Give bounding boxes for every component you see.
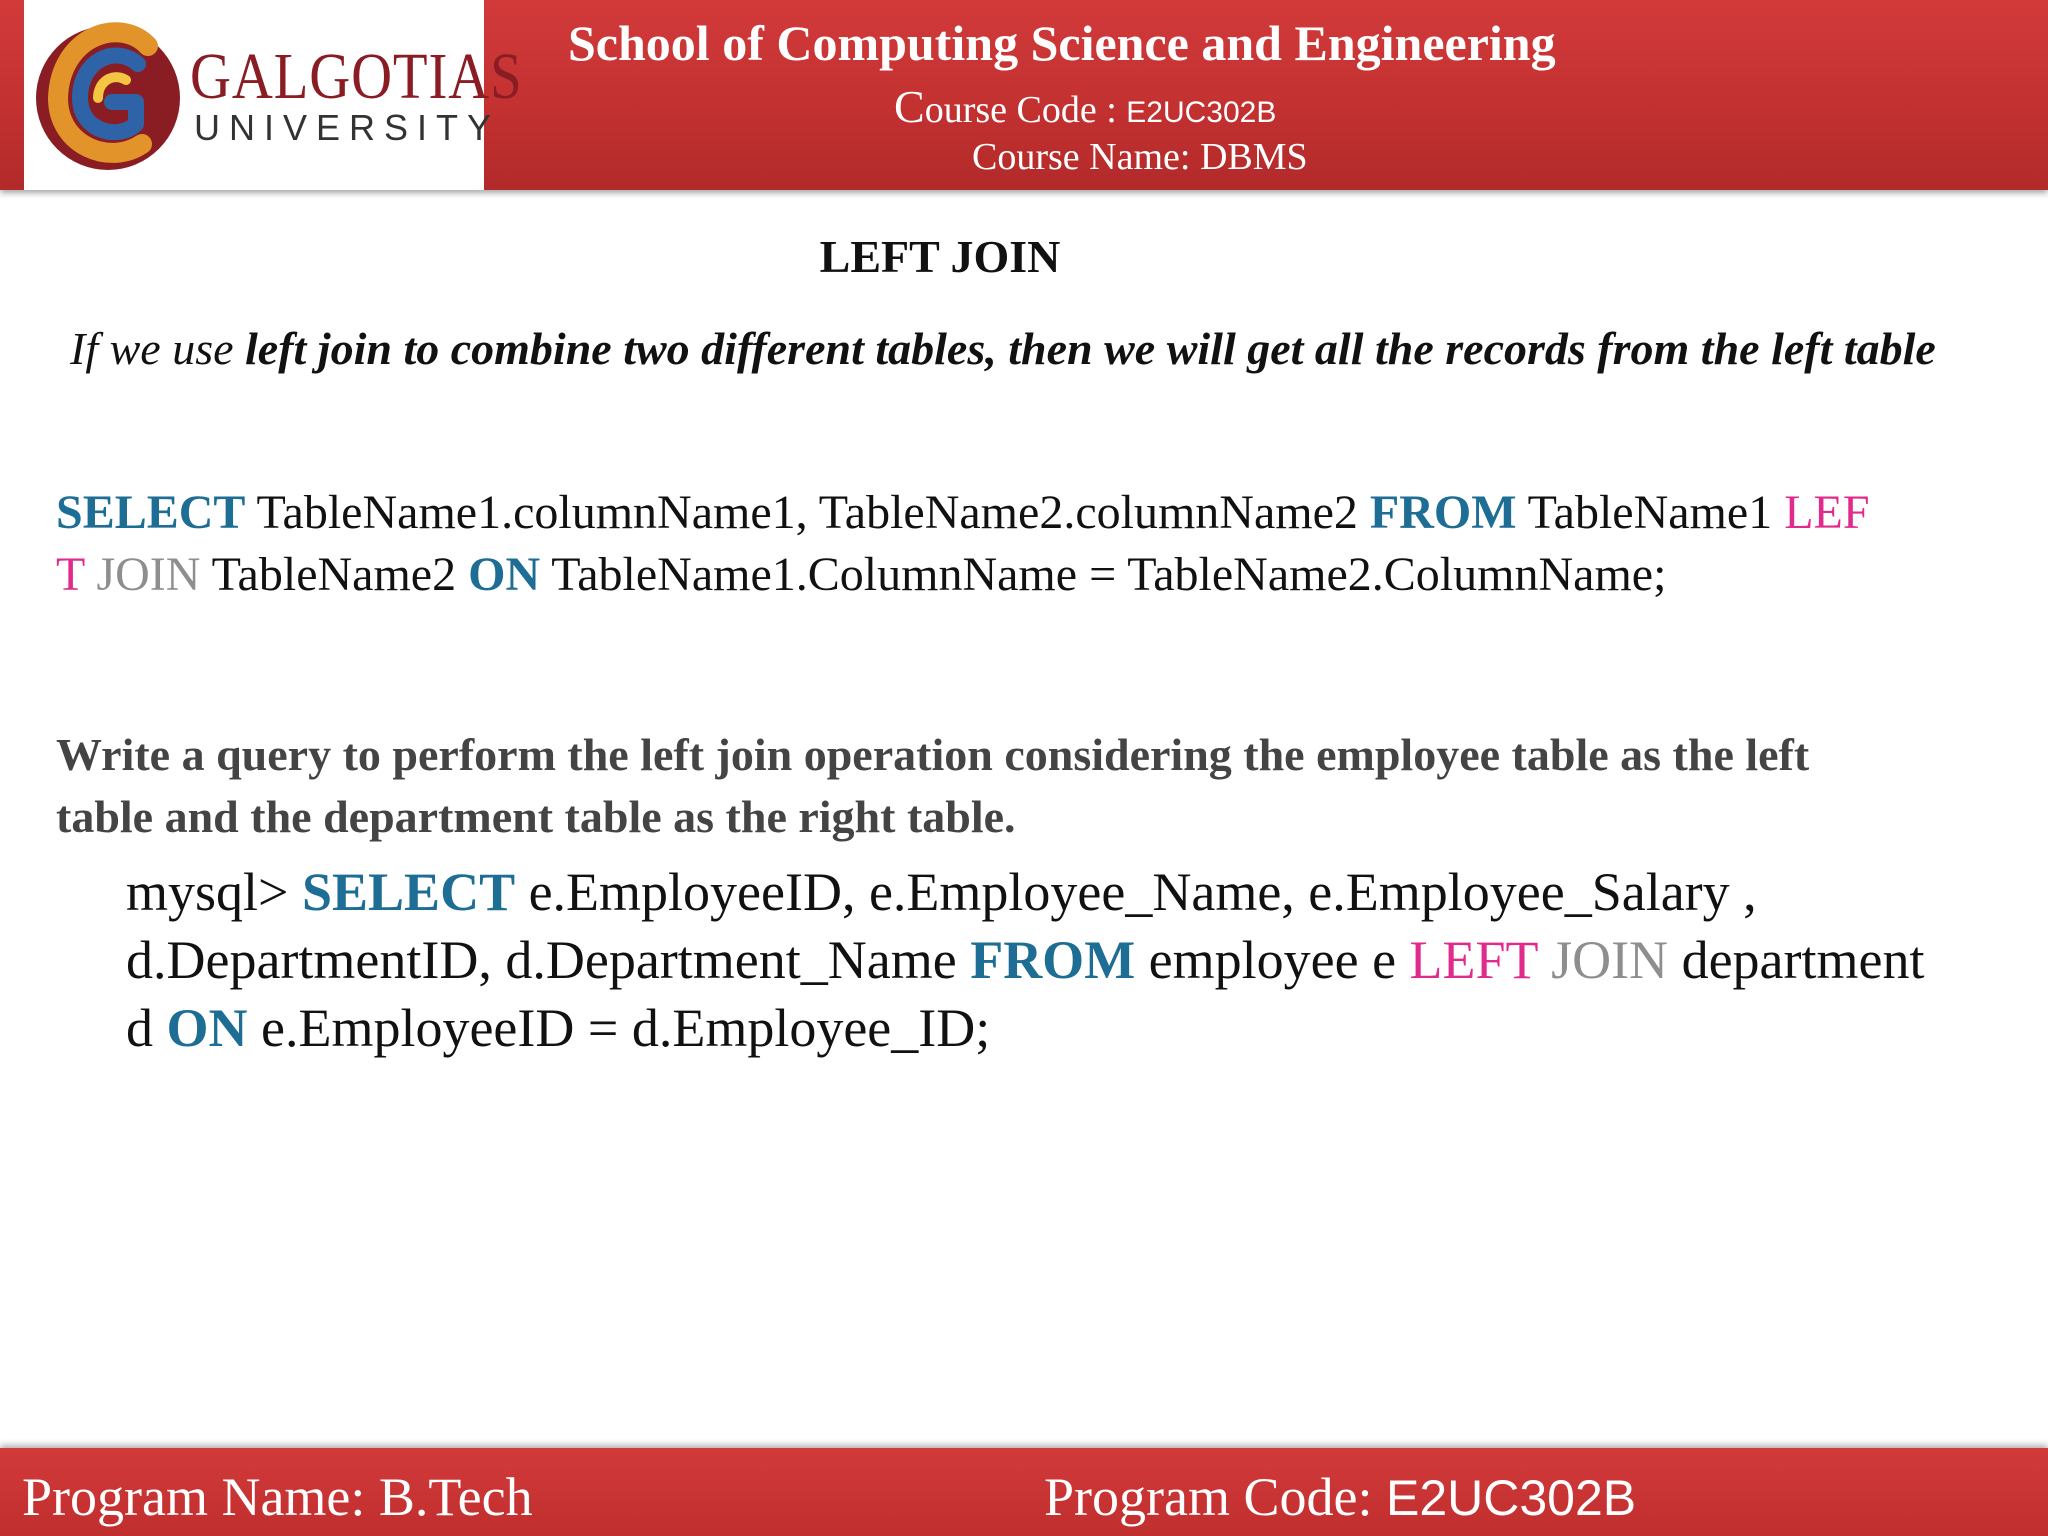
syntax-block [56,482,1876,606]
course-name: Course Name: DBMS [972,136,1308,178]
definition-bold: left join to combine two different tables, then we will get all the records from the left table [245,323,1936,374]
course-code-label [894,81,1127,132]
query-prompt: mysql> [126,862,302,922]
query-part-3: department d [126,930,1925,1058]
program-code-label: Program Code: [1044,1467,1386,1527]
slide-footer [0,1448,2048,1536]
example-query [126,858,1926,1062]
syntax-part-3: TableName2 [200,548,469,601]
definition-plain: If we use [70,323,246,374]
slide-title: LEFT JOIN [819,231,1061,282]
query-kw-join: JOIN [1537,930,1669,990]
question-text: Write a query to perform the left join operation considering the employee table as the left table and the department table as the right table. [56,729,1810,842]
query-kw-select: SELECT [301,862,516,922]
university-logo [24,0,523,190]
syntax-part-2: TableName1 [1516,486,1785,539]
query-part-2: employee e [1135,930,1410,990]
syntax-kw-on: ON [468,548,541,601]
syntax-kw-join: JOIN [84,548,201,601]
slide-header [0,0,2048,190]
school-name: School of Computing Science and Engineering [568,15,1556,71]
query-part-1: e.EmployeeID, e.Employee_Name, e.Employee_Salary , d.DepartmentID, d.Department_Name [126,862,1757,990]
course-code-value: E2UC302B [1126,96,1277,129]
syntax-kw-left: LEFT [56,486,1870,601]
course-code-label-rest: ourse Code : [924,89,1127,131]
definition-text [70,318,1950,380]
syntax-part-4: TableName1.ColumnName = TableName2.ColumnName; [540,548,1667,601]
program-code [1044,1467,1637,1527]
logo-subtitle: UNIVERSITY [194,107,501,148]
logo-wordmark: GALGOTIAS [190,40,523,113]
query-kw-from: FROM [970,930,1136,990]
query-part-4: e.EmployeeID = d.Employee_ID; [247,998,991,1058]
program-name: Program Name: B.Tech [22,1467,533,1527]
galgotias-g-icon [30,6,190,186]
query-kw-on: ON [166,998,248,1058]
query-kw-left: LEFT [1409,930,1538,990]
program-code-value: E2UC302B [1385,1470,1637,1526]
syntax-kw-select: SELECT [56,486,246,539]
syntax-kw-from: FROM [1369,486,1517,539]
syntax-part-1: TableName1.columnName1, TableName2.columnName2 [245,486,1370,539]
course-code-initial: C [894,81,925,132]
course-code [894,81,1277,132]
